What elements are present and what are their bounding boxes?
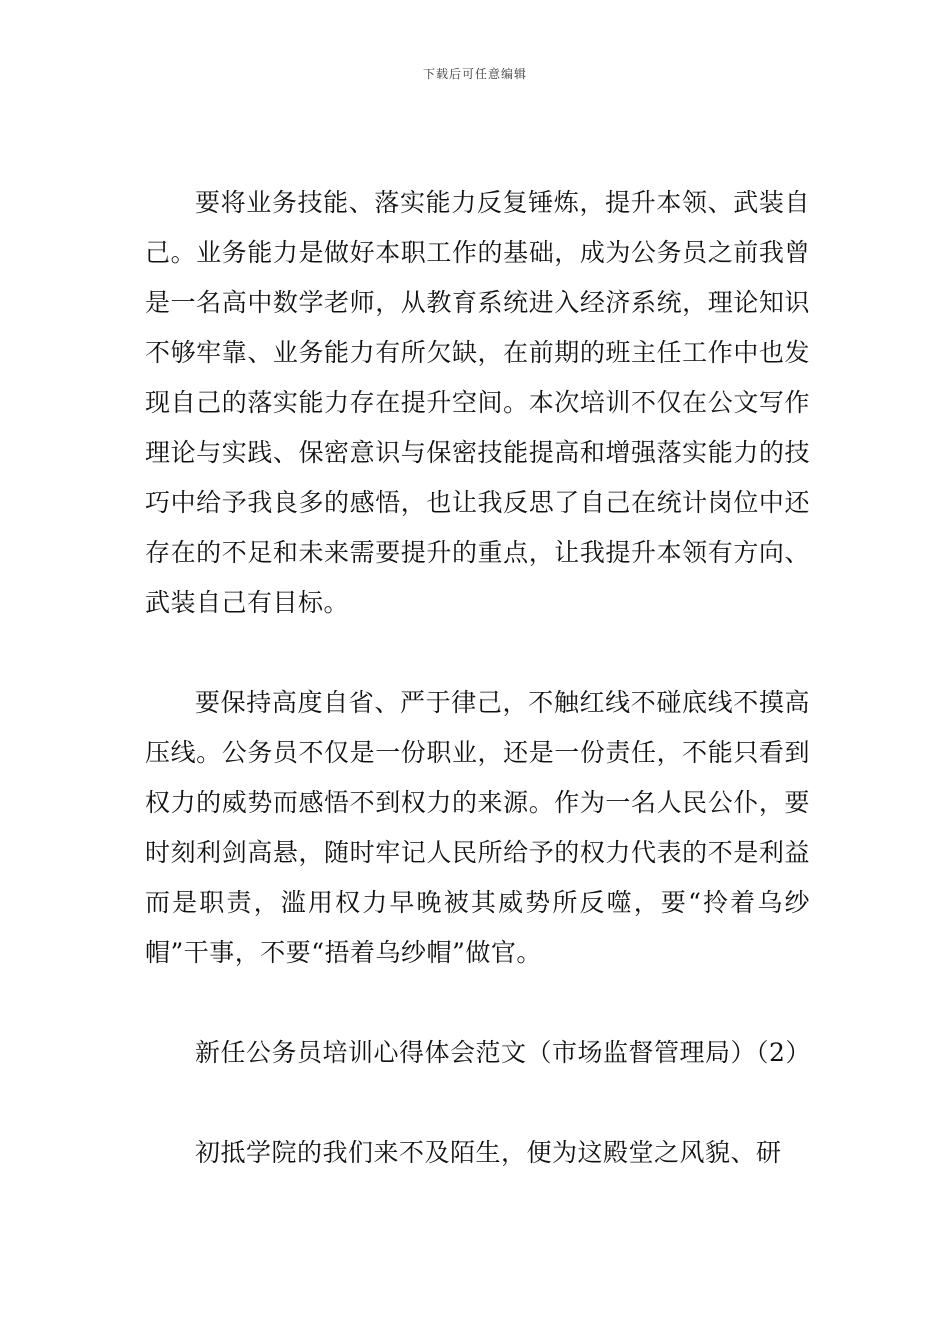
section-heading: 新任公务员培训心得体会范文（市场监督管理局）（2）	[195, 1038, 811, 1067]
paragraph-arrival: 初抵学院的我们来不及陌生，便为这殿堂之风貌、研	[195, 1138, 782, 1167]
page-header: 下载后可任意编辑	[422, 67, 527, 81]
document-body	[145, 178, 810, 1178]
paragraph-skills: 要将业务技能、落实能力反复锤炼，提升本领、武装自己。业务能力是做好本职工作的基础，成为公务员之前我曾是一名高中数学老师，从教育系统进入经济系统，理论知识不够牢靠、业务能力有所欠缺，在前期的班主任工作中也发现自己的落实能力存在提升空间。本次培训不仅在公文写作理论与实践、保密意识与保密技能提高和增强落实能力的技巧中给予我良多的感悟，也让我反思了自己在统计岗位中还存在的不足和未来需要提升的重点，让我提升本领有方向、武装自己有目标。	[145, 188, 810, 617]
paragraph-self-discipline: 要保持高度自省、严于律己，不触红线不碰底线不摸高压线。公务员不仅是一份职业，还是一份责任，不能只看到权力的威势而感悟不到权力的来源。作为一名人民公仆，要时刻利剑高悬，随时牢记人民所给予的权力代表的不是利益而是职责，滥用权力早晚被其威势所反噬，要“拎着乌纱帽”干事，不要“捂着乌纱帽”做官。	[145, 688, 810, 967]
